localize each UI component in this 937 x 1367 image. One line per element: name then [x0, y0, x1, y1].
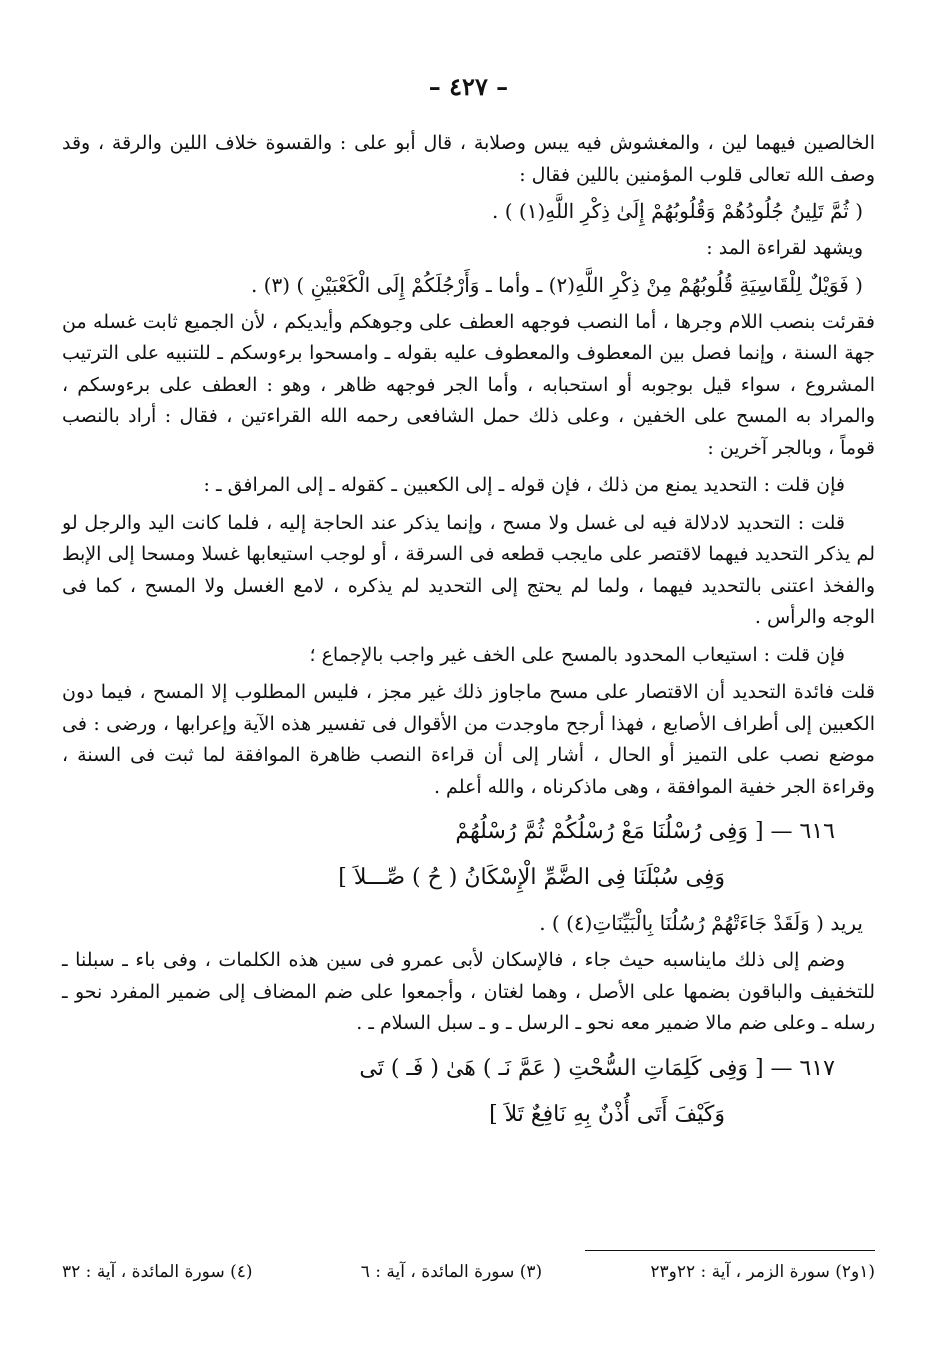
paragraph: قلت : التحديد لادلالة فيه لى غسل ولا مسح ، وإنما يذكر عند الحاجة إليه ، فلما كانت اليد والرجل لو لم يذكر التحديد فيهما لاقتصر على مايجب قطعه فى السرقة ، أو لوجب استيعابها غسلا ومسحا إلى الإبط والفخذ اعتنى بالتحديد فيهما ، ولما لم يحتج إلى التحديد لم يذكره ، لامع الغسل ولا المسح ، كما فى الوجه والرأس .: [62, 511, 875, 628]
quran-quote: يريد ( وَلَقَدْ جَاءَتْهُمْ رُسُلُنَا بِالْبَيِّنَاتِ(٤) ) .: [539, 911, 863, 935]
quran-quote: ( ثُمَّ تَلِينُ جُلُودُهُمْ وَقُلُوبُهُمْ إِلَىٰ ذِكْرِ اللَّهِ(١) ) .: [492, 199, 863, 223]
footnotes: [62, 1262, 875, 1282]
verse-line: ٦١٦ — [ وَفِى رُسْلُنَا مَعْ رُسْلُكُمْ ثُمَّ رُسْلُهُمْ: [455, 819, 835, 844]
verse-line: ٦١٧ — [ وَفِى كَلِمَاتِ السُّحْتِ ( عَمَّ نَـ ) هَىٰ ( فَـ ) تَى: [359, 1055, 835, 1081]
paragraph: قلت فائدة التحديد أن الاقتصار على مسح ماجاوز ذلك غير مجز ، فليس المطلوب إلا المسح ، فيما دون الكعبين إلى أطراف الأصابع ، فهذا أرجح ماوجدت من الأقوال فى تفسير هذه الآية وإعرابها ، ورضى : فى موضع نصب على التميز أو الحال ، أشار إلى أن قراءة النصب ظاهرة الموافقة لما ثبت فى السنة ، وقراءة الجر خفية الموافقة ، وهى ماذكرناه ، والله أعلم .: [62, 681, 875, 798]
page-number: – ٤٢٧ –: [428, 72, 509, 101]
footnote: (٤) سورة المائدة ، آية : ٣٢: [62, 1262, 253, 1282]
paragraph: فقرئت بنصب اللام وجرها ، أما النصب فوجهه العطف على وجوهكم وأيديكم ، لأن الجميع ثابت غسله من جهة السنة ، وإنما فصل بين المعطوف والمعطوف عليه بقوله ـ وامسحوا برءوسكم ـ للتنبيه على الترتيب المشروع ، سواء قيل بوجوبه أو استحبابه ، وأما الجر فوجهه ظاهر ، وهو : العطف على برءوسكم ، والمراد به المسح على الخفين ، وعلى ذلك حمل الشافعى رحمه الله القراءتين ، فقال : أراد بالنصب قوماً ، وبالجر آخرين :: [62, 310, 875, 459]
verse-617: [62, 1046, 875, 1138]
paragraph: وضم إلى ذلك مايناسبه حيث جاء ، فالإسكان لأبى عمرو فى سين هذه الكلمات ، وفى باء ـ سبلنا ـ للتخفيف والباقون بضمها على الأصل ، وهما لغتان ، وأجمعوا على ضم المضاف إلى ضمير المفرد نحو ـ رسله ـ وعلى ضم مالا ضمير معه نحو ـ الرسل ـ و ـ سبل السلام ـ .: [62, 949, 875, 1034]
verse-line: وَكَيْفَ أَتَى أُذْنٌ بِهِ نَافِعٌ تَلاَ ]: [489, 1101, 725, 1127]
quran-quote: ( فَوَيْلٌ لِلْقَاسِيَةِ قُلُوبُهُمْ مِنْ ذِكْرِ اللَّهِ(٢) ـ وأما ـ وَأَرْجُلَكُمْ إِلَى الْكَعْبَيْنِ ) (٣) .: [250, 272, 863, 297]
footnote: (١و٢) سورة الزمر ، آية : ٢٢و٢٣: [650, 1262, 875, 1282]
verse-616: [62, 809, 875, 901]
paragraph: فإن قلت : التحديد يمنع من ذلك ، فإن قوله ـ إلى الكعبين ـ كقوله ـ إلى المرافق ـ :: [203, 474, 845, 496]
footnote: (٣) سورة المائدة ، آية : ٦: [360, 1262, 543, 1282]
paragraph: ويشهد لقراءة المد :: [706, 237, 863, 259]
footnote-divider: [585, 1250, 875, 1251]
paragraph: الخالصين فيهما لين ، والمغشوش فيه يبس وصلابة ، قال أبو على : والقسوة خلاف اللين والرقة ، وقد وصف الله تعالى قلوب المؤمنين باللين فقال :: [62, 132, 875, 186]
paragraph: فإن قلت : استيعاب المحدود بالمسح على الخف غير واجب بالإجماع ؛: [309, 643, 845, 666]
verse-line: وَفِى سُبْلَنَا فِى الضَّمِّ الْإِسْكَانُ ( حُ ) صِّـــلاَ ]: [338, 865, 725, 890]
main-text: [62, 128, 875, 1142]
